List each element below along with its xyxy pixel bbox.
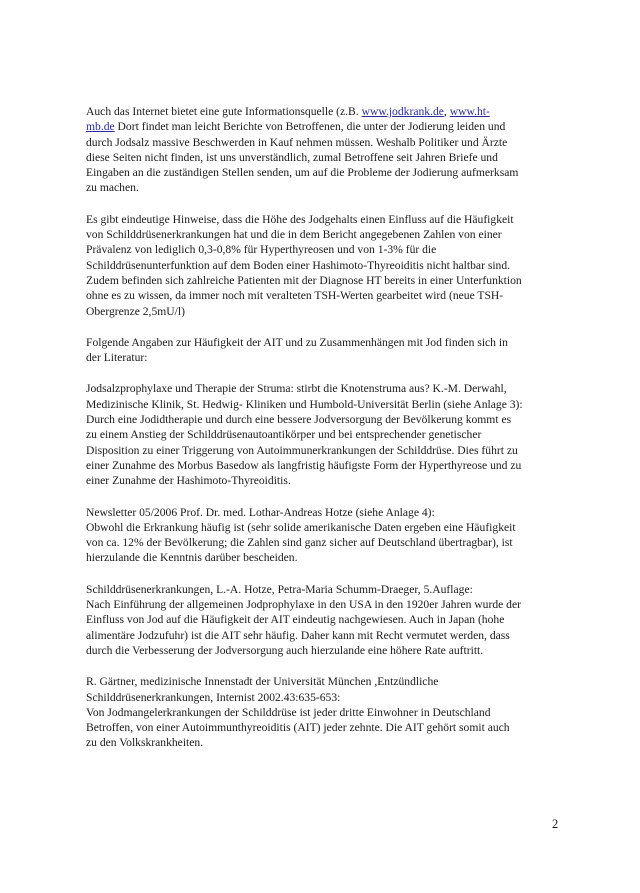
paragraph: [86, 505, 556, 566]
text-segment: ohne es zu wissen, da immer noch mit veralteten TSH-Werten gearbeitet wird (neue TSH-: [86, 289, 504, 303]
text-line: [86, 690, 556, 705]
text-line: [86, 304, 556, 319]
text-segment: Schilddrüsenerkrankungen, L.-A. Hotze, Petra-Maria Schumm-Draeger, 5.Auflage:: [86, 582, 473, 596]
text-line: [86, 242, 556, 257]
text-segment: durch Jodsalz massive Beschwerden in Kauf nehmen müssen. Weshalb Politiker und Ärzte: [86, 135, 508, 149]
text-segment: Schilddrüsenunterfunktion auf dem Boden einer Hashimoto-Thyreoiditis nicht haltbar sind.: [86, 258, 511, 272]
text-segment: Dort findet man leicht Berichte von Betroffenen, die unter der Jodierung leiden und: [114, 120, 506, 134]
text-segment: Disposition zu einer Triggerung von Autoimmunerkrankungen der Schilddrüse. Dies führt zu: [86, 443, 518, 457]
text-line: [86, 180, 556, 195]
text-line: [86, 643, 556, 658]
text-line: [86, 720, 556, 735]
text-segment: Schilddrüsenerkrankungen, Internist 2002.43:635-653:: [86, 690, 341, 704]
text-line: [86, 612, 556, 627]
text-line: [86, 473, 556, 488]
text-segment: Auch das Internet bietet eine gute Informationsquelle (z.B.: [86, 105, 362, 118]
text-line: [86, 135, 556, 150]
text-line: [86, 350, 556, 365]
text-segment: Eingaben an die zuständigen Stellen senden, um auf die Probleme der Jodierung aufmerksam: [86, 166, 519, 180]
paragraph: [86, 104, 556, 196]
text-line: [86, 550, 556, 565]
text-segment: Obwohl die Erkrankung häufig ist (sehr solide amerikanische Daten ergeben eine Häufigkeit: [86, 520, 516, 534]
text-line: [86, 397, 556, 412]
text-segment: von ca. 12% der Bevölkerung; die Zahlen sind ganz sicher auf Deutschland übertragbar), ist: [86, 536, 513, 550]
text-segment: zu den Volkskrankheiten.: [86, 736, 204, 750]
text-line: [86, 458, 556, 473]
text-line: [86, 104, 556, 119]
text-segment: alimentäre Jodzufuhr) ist die AIT sehr häufig. Daher kann mit Recht vermutet werden, dass: [86, 628, 510, 642]
text-segment: zu einem Anstieg der Schilddrüsenautoantikörper und bei entsprechender genetischer: [86, 428, 482, 442]
text-line: [86, 705, 556, 720]
text-segment: Es gibt eindeutige Hinweise, dass die Höhe des Jodgehalts einen Einfluss auf die Häufigkeit: [86, 212, 514, 226]
text-line: [86, 335, 556, 350]
text-segment: der Literatur:: [86, 351, 148, 365]
web-link[interactable]: mb.de: [86, 120, 115, 134]
text-segment: Nach Einführung der allgemeinen Jodprophylaxe in den USA in den 1920er Jahren wurde der: [86, 598, 521, 612]
text-segment: Von Jodmangelerkrankungen der Schilddrüse ist jeder dritte Einwohner in Deutschland: [86, 705, 491, 719]
page-number: 2: [552, 817, 559, 831]
web-link[interactable]: www.jodkrank.de: [361, 105, 444, 118]
text-line: [86, 150, 556, 165]
text-segment: Medizinische Klinik, St. Hedwig- Kliniken und Humbold-Universität Berlin (siehe Anlage 3):: [86, 397, 523, 411]
text-line: [86, 258, 556, 273]
text-line: [86, 273, 556, 288]
text-segment: durch die Verbesserung der Jodversorgung auch hierzulande eine höhere Rate auftritt.: [86, 643, 484, 657]
paragraph: [86, 674, 556, 750]
text-line: [86, 119, 556, 134]
text-line: [86, 535, 556, 550]
text-line: [86, 427, 556, 442]
text-segment: R. Gärtner, medizinische Innenstadt der Universität München ,Entzündliche: [86, 675, 439, 689]
text-segment: von Schilddrüsenerkrankungen hat und die in dem Bericht angegebenen Zahlen von einer: [86, 228, 502, 242]
text-segment: einer Zunahme des Morbus Basedow als langfristig häufigste Form der Hyperthyreose und zu: [86, 458, 522, 472]
text-segment: Jodsalzprophylaxe und Therapie der Struma: stirbt die Knotenstruma aus? K.-M. Derwahl,: [86, 382, 507, 396]
text-segment: Betroffen, von einer Autoimmunthyreoiditis (AIT) jeder zehnte. Die AIT gehört somit auch: [86, 721, 510, 735]
text-segment: Newsletter 05/2006 Prof. Dr. med. Lothar-Andreas Hotze (siehe Anlage 4):: [86, 505, 435, 519]
text-segment: Einfluss von Jod auf die Häufigkeit der AIT eindeutig nachgewiesen. Auch in Japan (hohe: [86, 613, 505, 627]
text-line: [86, 582, 556, 597]
text-segment: einer Zunahme der Hashimoto-Thyreoiditis.: [86, 474, 291, 488]
text-line: [86, 288, 556, 303]
paragraph: [86, 335, 556, 366]
paragraph: [86, 212, 556, 319]
text-line: [86, 443, 556, 458]
text-segment: ,: [443, 105, 450, 118]
text-line: [86, 412, 556, 427]
text-line: [86, 674, 556, 689]
web-link[interactable]: www.ht-: [449, 105, 490, 118]
text-line: [86, 381, 556, 396]
text-segment: Prävalenz von lediglich 0,3-0,8% für Hyperthyreosen und von 1-3% für die: [86, 243, 437, 257]
paragraph: [86, 381, 556, 488]
document-body: [86, 104, 556, 767]
text-line: [86, 735, 556, 750]
text-segment: zu machen.: [86, 181, 139, 195]
text-line: [86, 212, 556, 227]
text-segment: Obergrenze 2,5mU/l): [86, 304, 185, 318]
text-segment: hierzulande die Kenntnis darüber bescheiden.: [86, 551, 298, 565]
text-segment: Durch eine Jodidtherapie und durch eine bessere Jodversorgung der Bevölkerung kommt es: [86, 413, 512, 427]
paragraph: [86, 582, 556, 658]
text-line: [86, 597, 556, 612]
text-segment: diese Seiten nicht finden, ist uns unverständlich, zumal Betroffene seit Jahren Briefe und: [86, 150, 498, 164]
text-line: [86, 628, 556, 643]
text-line: [86, 227, 556, 242]
text-line: [86, 165, 556, 180]
text-line: [86, 505, 556, 520]
text-segment: Folgende Angaben zur Häufigkeit der AIT und zu Zusammenhängen mit Jod finden sich in: [86, 335, 508, 349]
text-segment: Zudem befinden sich zahlreiche Patienten mit der Diagnose HT bereits in einer Unterfunktion: [86, 273, 522, 287]
text-line: [86, 520, 556, 535]
